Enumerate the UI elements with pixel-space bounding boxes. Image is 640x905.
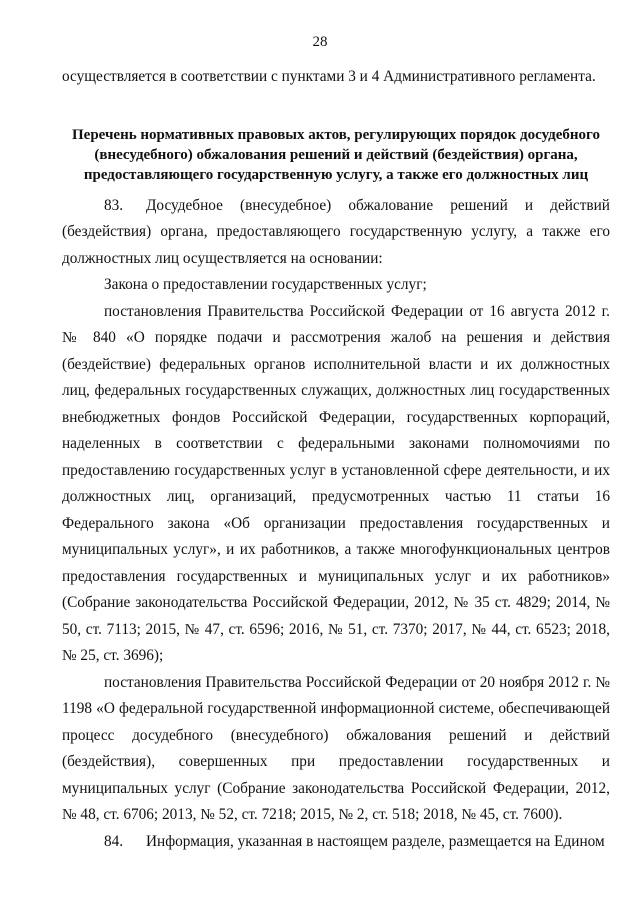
- paragraph-84-number: 84.: [104, 832, 124, 850]
- paragraph-84: [62, 829, 610, 856]
- page-number: 28: [312, 34, 328, 50]
- item-law: Закона о предоставлении государственных услуг;: [104, 276, 427, 293]
- document-body: [62, 64, 610, 855]
- item-decree-1198: постановления Правительства Российской Федерации от 20 ноября 2012 г. № 1198 «О федеральной государственной информационной системе, обеспечивающей процесс досудебного (внесудебного) обжалования решений и действий (бездействия), совершенных при предоставлении государственных и муниципальных услуг (Собрание законодательства Российской Федерации, 2012, № 48, ст. 6706; 2013, № 52, ст. 7218; 2015, № 2, ст. 518; 2018, № 45, ст. 7600).: [62, 673, 610, 823]
- paragraph-83-number: 83.: [104, 196, 124, 214]
- paragraph-84-text: Информация, указанная в настоящем разделе, размещается на Едином: [146, 832, 605, 850]
- paragraph-83: [62, 193, 610, 273]
- paragraph-83-text: Досудебное (внесудебное) обжалование решений и действий (бездействия) органа, предоставляющего государственную услугу, а также его должностных лиц осуществляется на основании:: [62, 196, 610, 267]
- item-decree-840: постановления Правительства Российской Федерации от 16 августа 2012 г. № 840 «О порядке подачи и рассмотрения жалоб на решения и действия (бездействие) федеральных органов исполнительной власти и их должностных лиц, федеральных государственных служащих, должностных лиц государственных внебюджетных фондов Российской Федерации, государственных корпораций, наделенных в соответствии с федеральными законами полномочиями по предоставлению государственных услуг в установленной сфере деятельности, и их должностных лиц, организаций, предусмотренных частью 11 статьи 16 Федерального закона «Об организации предоставления государственных и муниципальных услуг», и их работников, а также многофункциональных центров предоставления государственных и муниципальных услуг и их работников» (Собрание законодательства Российской Федерации, 2012, № 35 ст. 4829; 2014, № 50, ст. 7113; 2015, № 47, ст. 6596; 2016, № 51, ст. 7370; 2017, № 44, ст. 6523; 2018, № 25, ст. 3696);: [62, 302, 610, 664]
- section-heading: Перечень нормативных правовых актов, регулирующих порядок досудебного (внесудебного) обжалования решений и действий (бездействия) органа, предоставляющего государственную услугу, а также его должностных лиц: [72, 126, 600, 183]
- intro-line: осуществляется в соответствии с пунктами 3 и 4 Административного регламента.: [62, 68, 596, 85]
